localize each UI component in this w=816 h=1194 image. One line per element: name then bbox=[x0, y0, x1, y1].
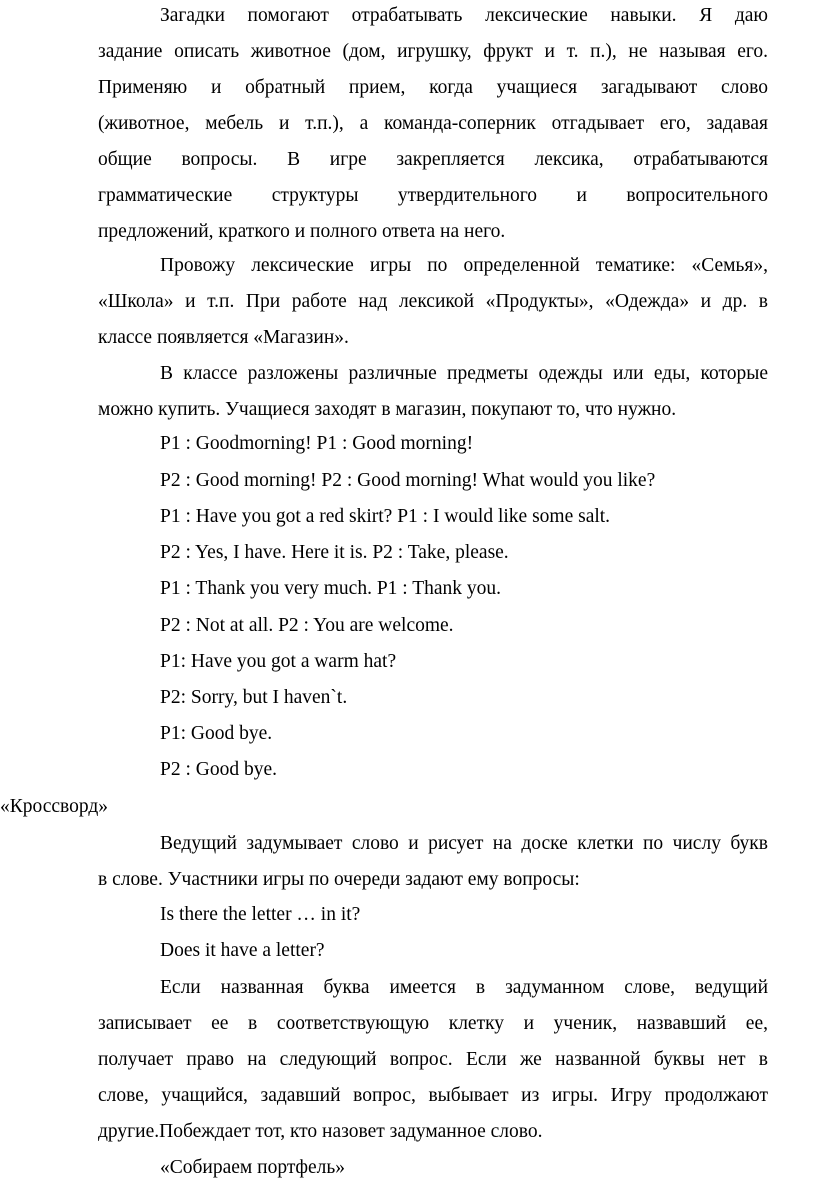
text-line: общие вопросы. В игре закрепляется лексика, отрабатываются bbox=[98, 149, 768, 170]
paragraph-lexical-games bbox=[98, 248, 768, 356]
paragraph-riddles bbox=[98, 0, 768, 250]
dialogue-line: P1 : Thank you very much. P1 : Thank you. bbox=[160, 578, 502, 599]
text-line: классе появляется «Магазин». bbox=[98, 327, 349, 348]
text-line: (животное, мебель и т.п.), а команда-соперник отгадывает его, задавая bbox=[98, 113, 768, 134]
text-line: В классе разложены различные предметы одежды или еды, которые bbox=[160, 363, 768, 384]
dialogue-line: P1: Good bye. bbox=[160, 723, 273, 744]
section-heading-crossword: «Кроссворд» bbox=[0, 796, 109, 817]
dialogue-line: P2 : Not at all. P2 : You are welcome. bbox=[160, 615, 454, 636]
dialogue-line: P2 : Yes, I have. Here it is. P2 : Take, please. bbox=[160, 542, 509, 563]
text-line: записывает ее в соответствующую клетку и ученик, назвавший ее, bbox=[98, 1013, 768, 1034]
dialogue-line: P2 : Good bye. bbox=[160, 759, 277, 780]
text-line: Загадки помогают отрабатывать лексические навыки. Я даю bbox=[160, 5, 768, 26]
text-line: слове, учащийся, задавший вопрос, выбывает из игры. Игру продолжают bbox=[98, 1085, 768, 1106]
text-line: можно купить. Учащиеся заходят в магазин, покупают то, что нужно. bbox=[98, 399, 677, 420]
question-line: Does it have a letter? bbox=[160, 940, 325, 961]
text-line: другие.Побеждает тот, кто назовет задуманное слово. bbox=[98, 1121, 543, 1142]
dialogue-line: P1 : Have you got a red skirt? P1 : I would like some salt. bbox=[160, 506, 611, 527]
question-line: Is there the letter … in it? bbox=[160, 904, 361, 925]
dialogue-line: P1 : Goodmorning! P1 : Good morning! bbox=[160, 433, 474, 454]
dialogue-line: P2 : Good morning! P2 : Good morning! What would you like? bbox=[160, 470, 656, 491]
text-line: Если названная буква имеется в задуманном слове, ведущий bbox=[160, 977, 768, 998]
text-line: Применяю и обратный прием, когда учащиеся загадывают слово bbox=[98, 77, 768, 98]
dialogue-line: P2: Sorry, but I haven`t. bbox=[160, 687, 348, 708]
text-line: предложений, краткого и полного ответа на него. bbox=[98, 221, 506, 242]
text-line: в слове. Участники игры по очереди задают ему вопросы: bbox=[98, 869, 580, 890]
text-line: «Школа» и т.п. При работе над лексикой «Продукты», «Одежда» и др. в bbox=[98, 291, 768, 312]
text-line: задание описать животное (дом, игрушку, фрукт и т. п.), не называя его. bbox=[98, 41, 768, 62]
paragraph-shop bbox=[98, 356, 768, 428]
text-line: получает право на следующий вопрос. Если же названной буквы нет в bbox=[98, 1049, 768, 1070]
text-line: грамматические структуры утвердительного и вопросительного bbox=[98, 185, 768, 206]
paragraph-crossword-scoring bbox=[98, 970, 768, 1150]
text-line: Ведущий задумывает слово и рисует на доске клетки по числу букв bbox=[160, 833, 768, 854]
dialogue-line: P1: Have you got a warm hat? bbox=[160, 651, 397, 672]
text-line: Провожу лексические игры по определенной тематике: «Семья», bbox=[160, 255, 768, 276]
paragraph-crossword-rules bbox=[98, 826, 768, 898]
section-heading-portfolio: «Собираем портфель» bbox=[160, 1157, 346, 1178]
